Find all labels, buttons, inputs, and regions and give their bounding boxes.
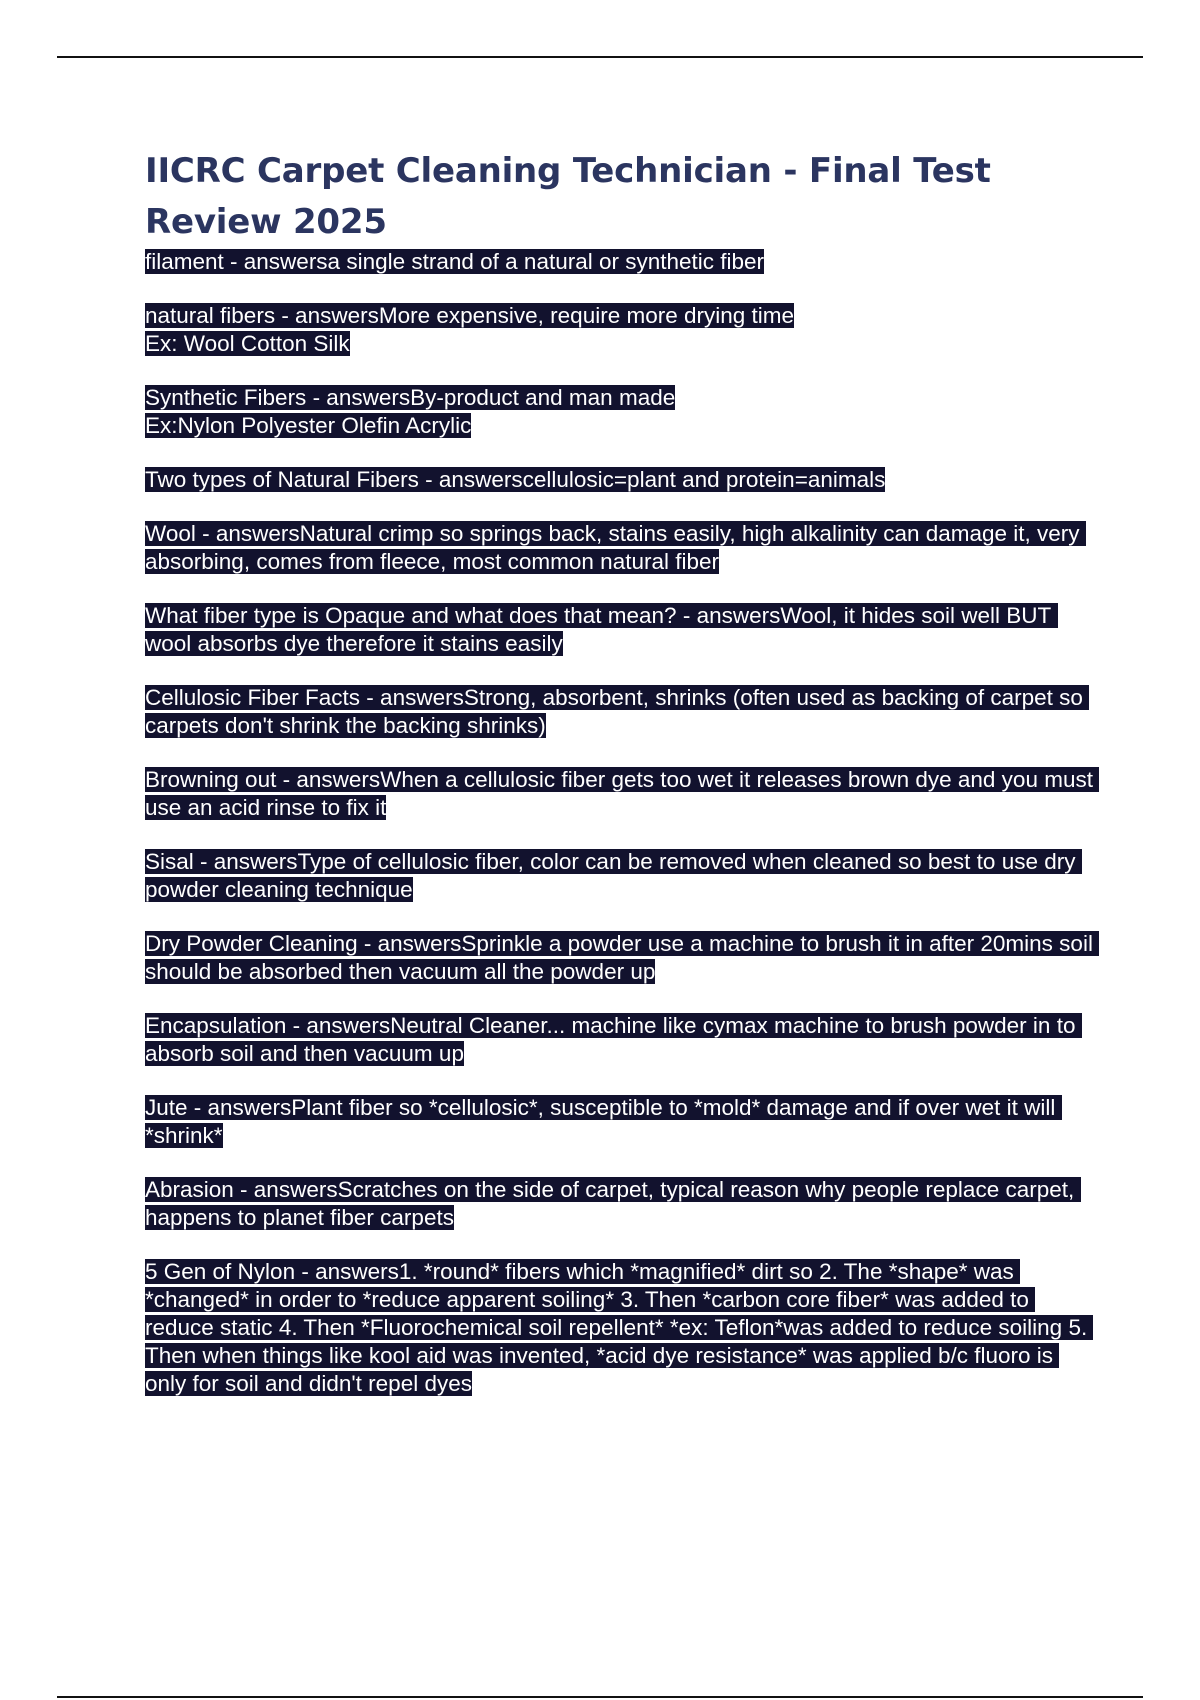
document-title: IICRC Carpet Cleaning Technician - Final Test Review 2025: [145, 151, 991, 242]
qa-entry: [145, 684, 1095, 740]
qa-entry: [145, 930, 1100, 986]
qa-entry-text: Sisal - answersType of cellulosic fiber, color can be removed when cleaned so best to use dry powder cleaning technique: [145, 849, 1082, 902]
qa-entry-text: Two types of Natural Fibers - answerscellulosic=plant and protein=animals: [145, 467, 886, 492]
document-body: [145, 146, 1100, 1424]
qa-entry-text: Jute - answersPlant fiber so *cellulosic*, susceptible to *mold* damage and if over wet it will *shrink*: [145, 1095, 1062, 1148]
qa-entry: [145, 848, 1095, 904]
qa-entry-text: natural fibers - answersMore expensive, require more drying time Ex: Wool Cotton Silk: [145, 303, 795, 356]
qa-entry: [145, 248, 1095, 276]
qa-entry: [145, 1176, 1095, 1232]
top-rule: [57, 56, 1143, 58]
qa-entry-text: Cellulosic Fiber Facts - answersStrong, absorbent, shrinks (often used as backing of carpet so carpets don't shrink the backing shrinks): [145, 685, 1090, 738]
qa-entry: [145, 520, 1095, 576]
qa-entry: [145, 602, 1095, 658]
qa-entry-text: Browning out - answersWhen a cellulosic fiber gets too wet it releases brown dye and you must use an acid rinse to fix it: [145, 767, 1100, 820]
bottom-rule: [57, 1696, 1143, 1698]
qa-entry: [145, 302, 1095, 358]
qa-entry-text: Dry Powder Cleaning - answersSprinkle a powder use a machine to brush it in after 20mins soil should be absorbed then vacuum all the powder up: [145, 931, 1100, 984]
qa-entry: [145, 766, 1100, 822]
qa-entry-text: What fiber type is Opaque and what does that mean? - answersWool, it hides soil well BUT wool absorbs dye therefore it stains easily: [145, 603, 1058, 656]
qa-entry: [145, 1258, 1095, 1398]
qa-entry-text: Encapsulation - answersNeutral Cleaner... machine like cymax machine to brush powder in to absorb soil and then vacuum up: [145, 1013, 1082, 1066]
qa-list: [145, 248, 1100, 1398]
qa-entry-text: Wool - answersNatural crimp so springs back, stains easily, high alkalinity can damage it, very absorbing, comes from fleece, most common natural fiber: [145, 521, 1086, 574]
qa-entry-text: 5 Gen of Nylon - answers1. *round* fibers which *magnified* dirt so 2. The *shape* was *changed* in order to *reduce apparent soiling* 3. Then *carbon core fiber* was added to reduce static 4. Then *Fluorochemical soil repellent* *ex: Teflon*was added to reduce soiling 5. Then when things like kool aid was invented, *acid dye resistance* was applied b/c fluoro is only for soil and didn't repel dyes: [145, 1259, 1094, 1396]
qa-entry-text: Abrasion - answersScratches on the side of carpet, typical reason why people replace carpet, happens to planet fiber carpets: [145, 1177, 1081, 1230]
qa-entry-text: Synthetic Fibers - answersBy-product and man made Ex:Nylon Polyester Olefin Acrylic: [145, 385, 676, 438]
qa-entry: [145, 384, 1095, 440]
qa-entry: [145, 466, 1095, 494]
qa-entry: [145, 1094, 1095, 1150]
qa-entry: [145, 1012, 1095, 1068]
qa-entry-text: filament - answersa single strand of a natural or synthetic fiber: [145, 249, 765, 274]
